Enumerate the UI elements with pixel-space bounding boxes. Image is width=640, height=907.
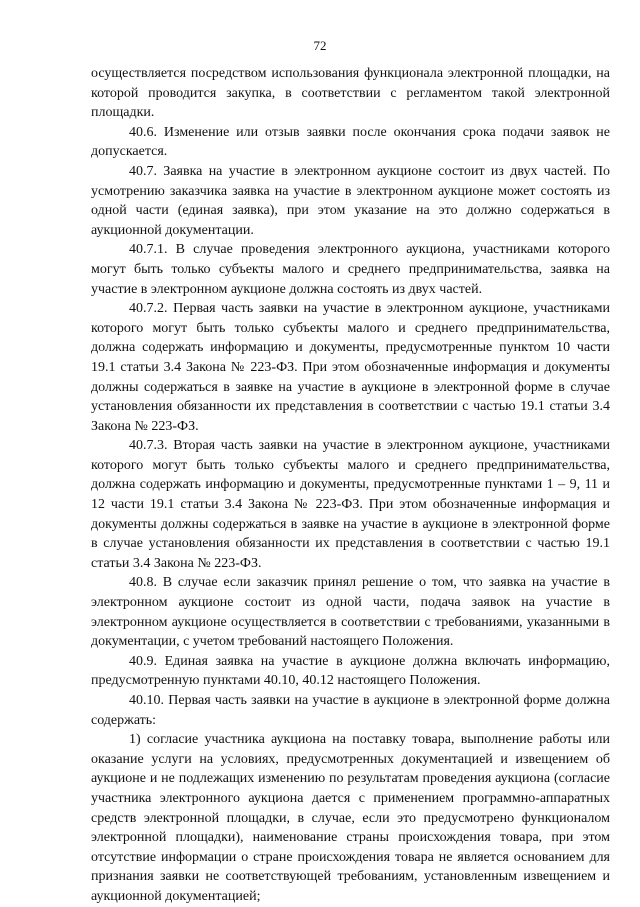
paragraph-40-9: 40.9. Единая заявка на участие в аукционе должна включать информацию, предусмотренную пунктами 40.10, 40.12 настоящего Положения. [91, 653, 610, 689]
paragraph-40-10: 40.10. Первая часть заявки на участие в аукционе в электронной форме должна содержать: [91, 693, 610, 728]
paragraph-40-7-2: 40.7.2. Первая часть заявки на участие в электронном аукционе, участниками которого могут быть только субъекты малого и среднего предпринимательства, должна содержать информацию и документы, предусмотренные пунктом 10 части 19.1 статьи 3.4 Закона № 223-ФЗ. При этом обозначенные информация и документы должны содержаться в заявке на участие в аукционе в электронной форме в случае установления обязанности их представления в соответствии с частью 19.1 статьи 3.4 Закона № 223-ФЗ. [91, 301, 610, 434]
paragraph-continuation: осуществляется посредством использования функционала электронной площадки, на которой проводится закупка, в соответствии с регламентом такой электронной площадки. [91, 66, 610, 121]
document-body [91, 64, 610, 907]
page-number: 72 [313, 38, 327, 53]
paragraph-40-8: 40.8. В случае если заказчик принял решение о том, что заявка на участие в электронном аукционе состоит из одной части, подача заявок на участие в электронном аукционе осуществляется в соответствии с требованиями, указанными в документации, с учетом требований настоящего Положения. [91, 575, 610, 650]
list-item-1: 1) согласие участника аукциона на поставку товара, выполнение работы или оказание услуги на условиях, предусмотренных документацией и извещением об аукционе и не подлежащих изменению по результатам проведения аукциона (согласие участника электронного аукциона дается с применением программно-аппаратных средств электронной площадки, в случае, если это предусмотрено функционалом электронной площадки), наименование страны происхождения товара, при этом отсутствие информации о стране происхождения товара не является основанием для признания заявки не соответствующей требованиям, установленным извещением и аукционной документацией; [91, 732, 610, 904]
paragraph-40-6: 40.6. Изменение или отзыв заявки после окончания срока подачи заявок не допускается. [91, 124, 610, 160]
paragraph-40-7: 40.7. Заявка на участие в электронном аукционе состоит из двух частей. По усмотрению заказчика заявка на участие в электронном аукционе может состоять из одной части (единая заявка), при этом указание на это должно содержаться в аукционной документации. [91, 163, 610, 238]
paragraph-40-7-3: 40.7.3. Вторая часть заявки на участие в электронном аукционе, участниками которого могут быть только субъекты малого и среднего предпринимательства, должна содержать информацию и документы, предусмотренные пунктами 1 – 9, 11 и 12 части 19.1 статьи 3.4 Закона № 223-ФЗ. При этом обозначенные информация и документы должны содержаться в заявке на участие в аукционе в электронной форме в случае установления обязанности их представления в соответствии с частью 19.1 статьи 3.4 Закона № 223-ФЗ. [91, 438, 610, 571]
paragraph-40-7-1: 40.7.1. В случае проведения электронного аукциона, участниками которого могут быть только субъекты малого и среднего предпринимательства, заявка на участие в электронном аукционе должна состоять из двух частей. [91, 242, 610, 297]
